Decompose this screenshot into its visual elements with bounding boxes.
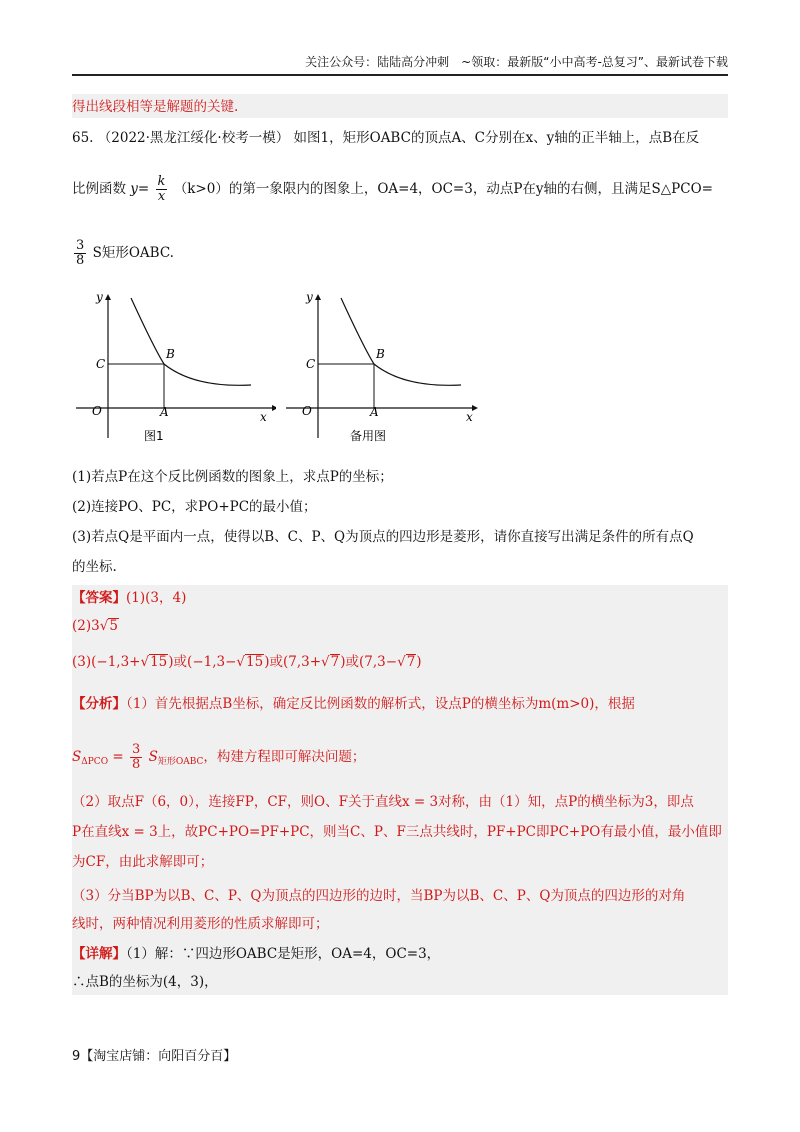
problem-line-2 (72, 172, 713, 206)
figure-1-graph (76, 288, 276, 448)
problem-line1-text: 如图1，矩形OABC的顶点A、C分别在x、y轴的正半轴上，点B在反 (293, 130, 700, 146)
answer-part3-r3: 7 (330, 654, 340, 670)
page-footer: 9【淘宝店铺：向阳百分百】 (72, 1049, 237, 1064)
answer-part3-a1: (−1,3+ (91, 654, 141, 670)
label-c: C (96, 357, 106, 371)
eq-left-sub: ΔPCO (81, 757, 109, 767)
question-1: (1)若点P在这个反比例函数的图象上，求点P的坐标； (72, 469, 393, 485)
answer-tag: 【答案】 (72, 590, 126, 606)
label-x: x (466, 410, 473, 424)
problem-line2-prefix: 比例函数 (72, 181, 126, 197)
answer-part3-r1: 15 (150, 654, 168, 670)
problem-line2-suffix: （k>0）的第一象限内的图象上，OA=4，OC=3，动点P在y轴的右侧，且满足S△PCO= (173, 181, 713, 197)
answer-part3-prefix: (3) (72, 654, 92, 670)
x-axis-arrow (272, 405, 276, 411)
hyperbola-curve (131, 298, 251, 385)
figure-caption: 图1 (144, 429, 164, 443)
label-a: A (370, 405, 379, 419)
area-fraction (74, 239, 86, 268)
prev-solution-text: 得出线段相等是解题的关键. (72, 99, 239, 115)
eq-fraction (130, 743, 142, 772)
function-fraction (156, 175, 168, 204)
eq-right: S (148, 749, 158, 765)
problem-source: （2022·黑龙江绥化·校考一模） (97, 130, 290, 146)
y-axis-arrow (105, 294, 111, 300)
question-3-cont: 的坐标. (72, 559, 117, 575)
x-axis-arrow (472, 405, 478, 411)
problem-line3-suffix: S矩形OABC. (92, 245, 174, 261)
page-header (72, 52, 728, 76)
label-origin: O (92, 404, 102, 418)
detail-line-2: ∴点B的坐标为(4，3)， (72, 974, 218, 990)
figure-2 (286, 288, 486, 452)
answer-part3-sep2: )或(7,3+ (264, 654, 322, 670)
answer-part3-sep3: )或(7,3− (340, 654, 398, 670)
answer-line-2: (2)3√5 (72, 618, 118, 634)
label-y: y (306, 290, 313, 304)
fraction-numerator: k (157, 174, 166, 189)
analysis-line-1 (72, 694, 635, 714)
answer-part3-sep1: )或(−1,3− (168, 654, 237, 670)
label-a: A (160, 405, 169, 419)
eq-mid: = (112, 749, 124, 765)
figure-2-graph (286, 288, 486, 448)
header-text: 关注公众号：陆陆高分冲刺 ~领取：最新版“小中高考-总复习”、最新试卷下载 (305, 55, 728, 69)
y-axis-arrow (315, 294, 321, 300)
label-b: B (166, 347, 175, 361)
eq-suffix: ，构建方程即可解决问题； (203, 749, 366, 765)
label-c: C (306, 357, 316, 371)
area-fraction-numerator: 3 (76, 238, 85, 253)
function-y: y= (130, 181, 150, 197)
problem-number: 65. (72, 130, 94, 146)
eq-right-sub: 矩形OABC (157, 757, 204, 767)
eq-fraction-denominator: 8 (131, 757, 141, 772)
label-y: y (96, 290, 103, 304)
detail-line1: （1）解：∵四边形OABC是矩形，OA=4，OC=3， (126, 946, 441, 962)
analysis-line-7: 线时，两种情况利用菱形的性质求解即可； (72, 916, 329, 932)
detail-tag: 【详解】 (72, 946, 126, 962)
area-fraction-denominator: 8 (76, 253, 85, 268)
analysis-line1: （1）首先根据点B坐标，确定反比例函数的解析式，设点P的横坐标为m(m>0)，根据 (126, 696, 635, 712)
hyperbola-curve (341, 298, 461, 385)
figure-1 (76, 288, 276, 452)
eq-left: S (72, 749, 82, 765)
label-origin: O (302, 404, 312, 418)
problem-line-1 (72, 128, 699, 148)
answer-part1: (1)(3，4) (126, 590, 187, 606)
answer-part2-root: 5 (109, 618, 118, 634)
answer-part3-r4: 7 (406, 654, 416, 670)
answer-part3-end: ) (416, 654, 422, 670)
analysis-line-2 (72, 740, 365, 779)
detail-line-1 (72, 944, 440, 964)
analysis-line-5: 为CF，由此求解即可； (72, 854, 214, 870)
eq-fraction-numerator: 3 (131, 742, 141, 757)
analysis-line-4: P在直线x = 3上，故PC+PO=PF+PC，则当C、P、F三点共线时，PF+PC即PC+PO有最小值，最小值即 (72, 824, 722, 840)
answer-line-3: (3)(−1,3+√15)或(−1,3−√15)或(7,3+√7)或(7,3−√7) (72, 654, 422, 670)
problem-line-3 (72, 236, 174, 270)
answer-part2-prefix: (2)3 (72, 618, 100, 634)
label-x: x (260, 410, 267, 424)
analysis-line-3: （2）取点F（6，0），连接FP，CF，则O、F关于直线x = 3对称，由（1）知，点P的横坐标为3，即点 (72, 794, 694, 810)
analysis-tag: 【分析】 (72, 696, 126, 712)
fraction-denominator: x (157, 189, 166, 204)
answer-part3-r2: 15 (246, 654, 264, 670)
analysis-line-6: （3）分当BP为以B、C、P、Q为顶点的四边形的边时，当BP为以B、C、P、Q为顶点的四边形的对角 (72, 888, 686, 904)
figure-caption: 备用图 (350, 429, 387, 443)
label-b: B (376, 347, 385, 361)
question-3: (3)若点Q是平面内一点，使得以B、C、P、Q为顶点的四边形是菱形，请你直接写出满足条件的所有点Q (72, 529, 694, 545)
question-2: (2)连接PO、PC，求PO+PC的最小值； (72, 499, 317, 515)
answer-line-1 (72, 588, 186, 608)
